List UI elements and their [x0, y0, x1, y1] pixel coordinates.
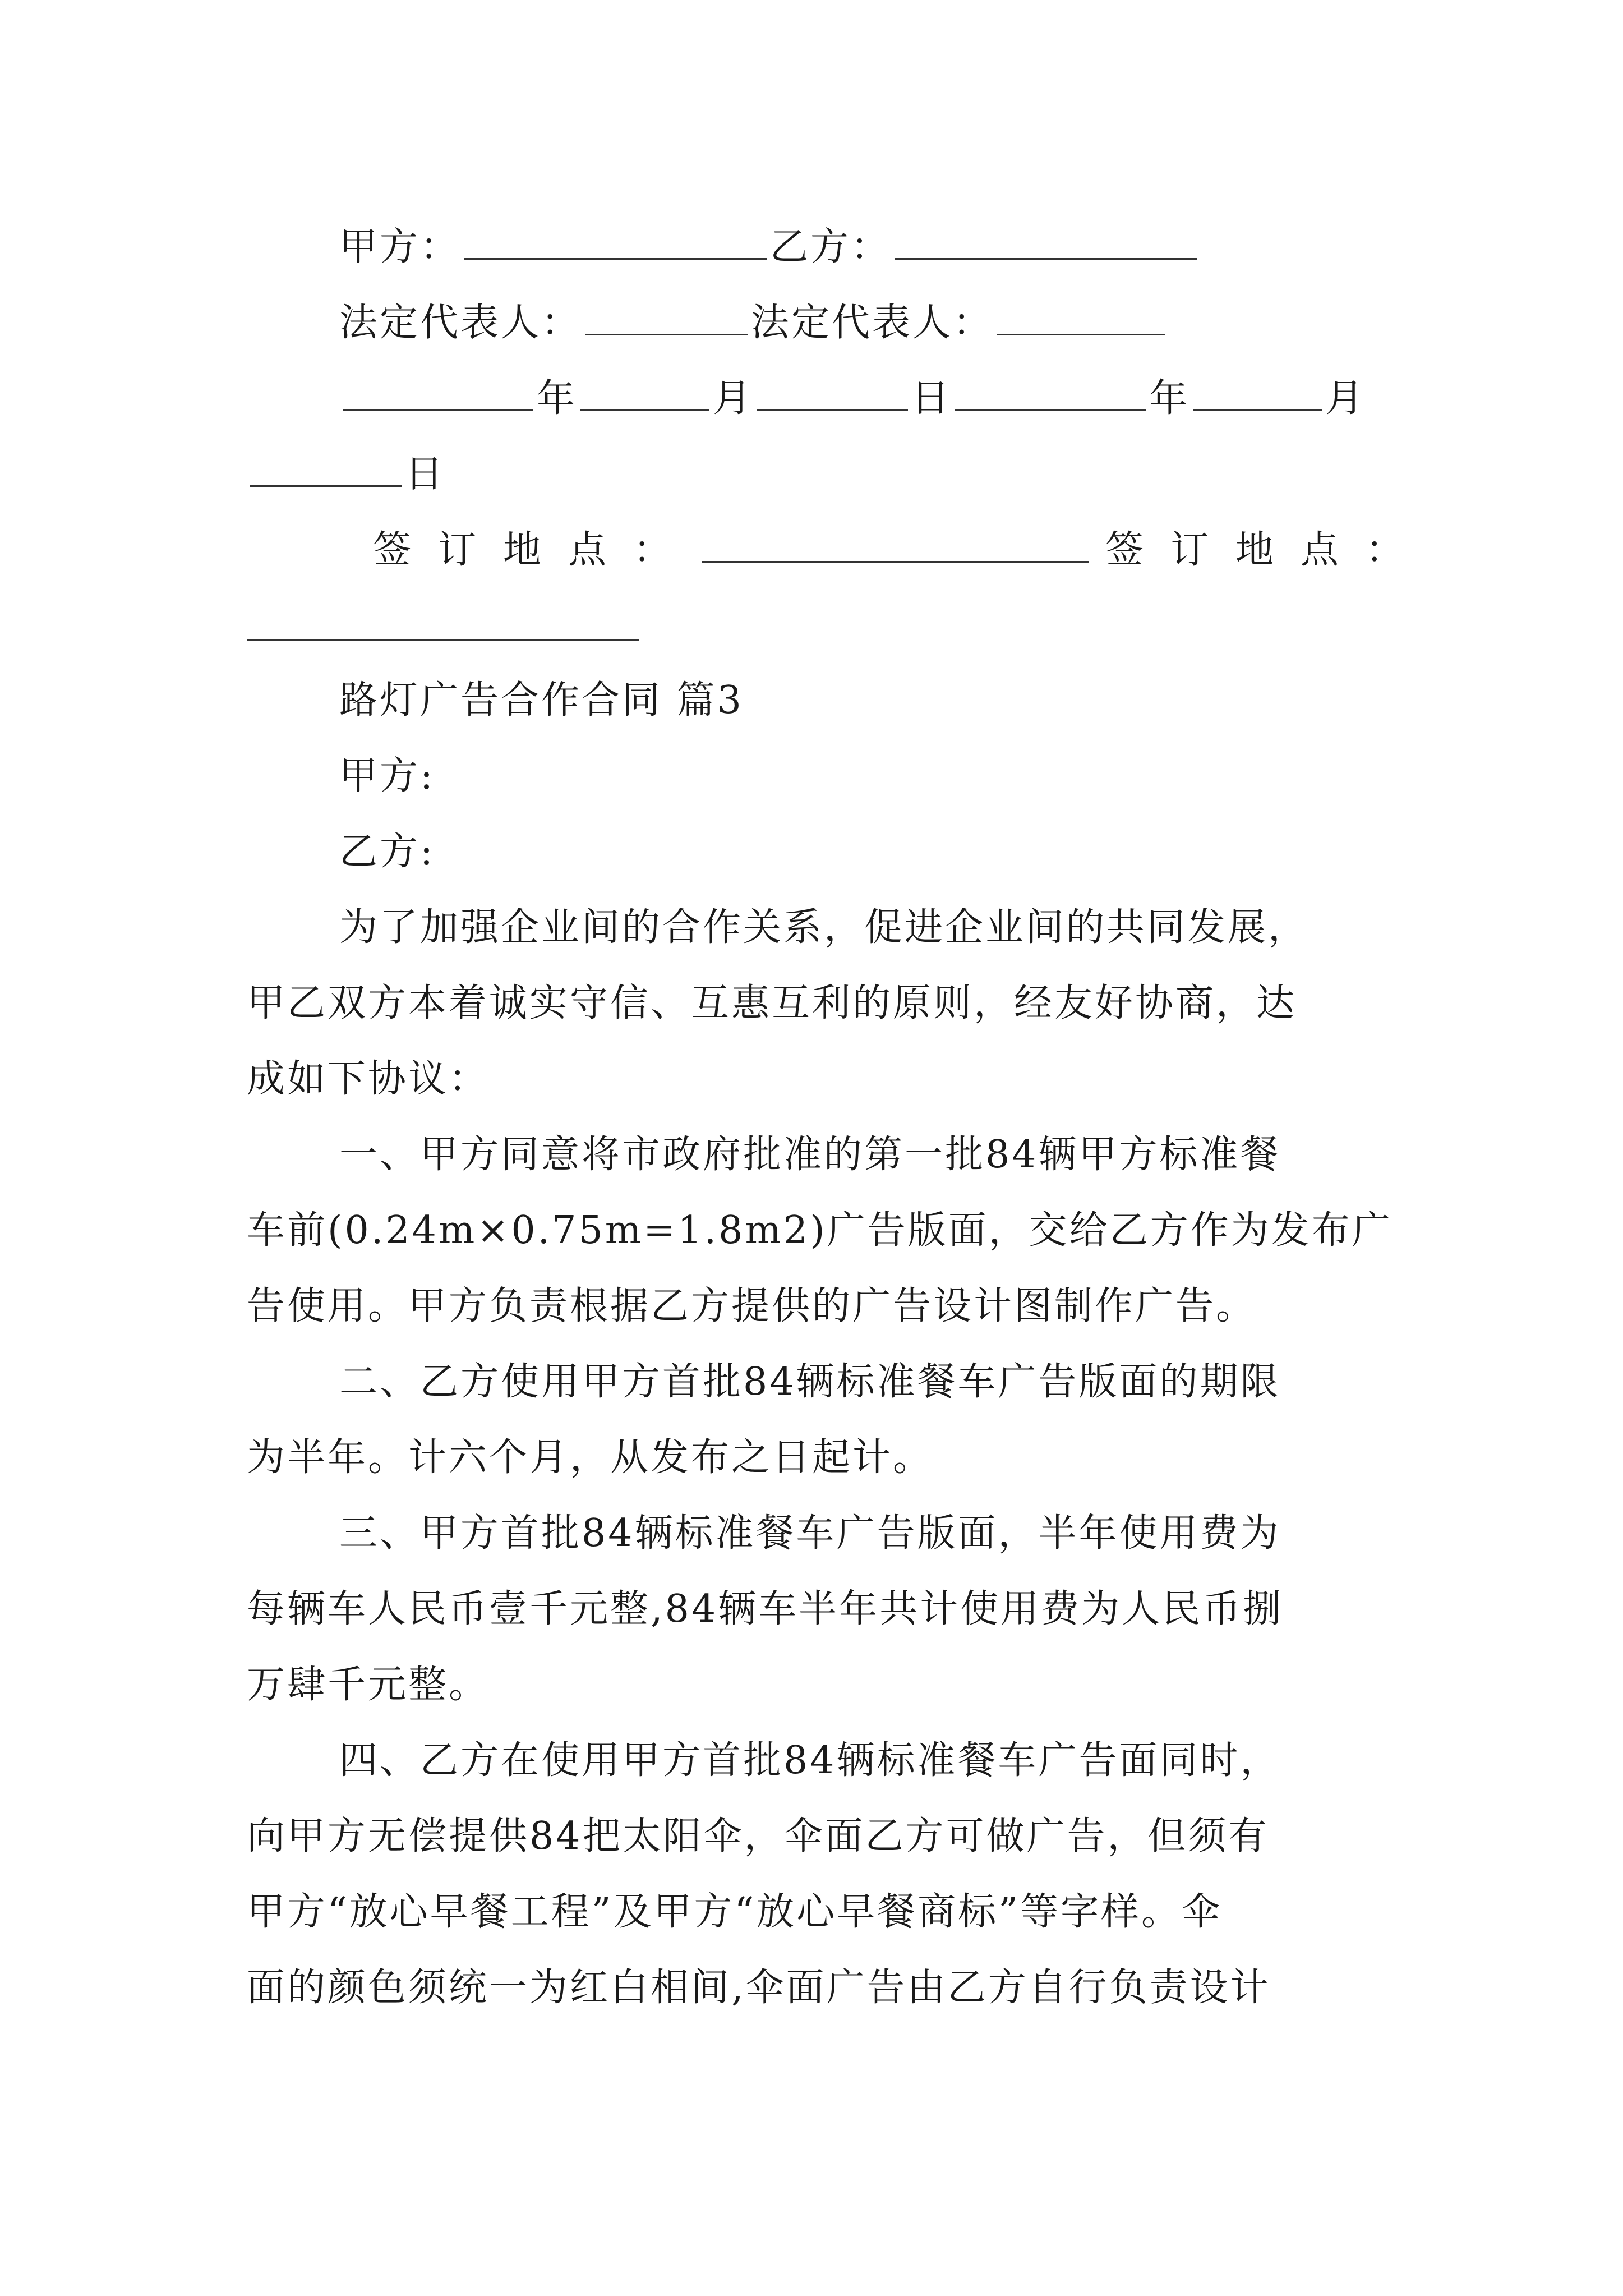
clause-1-line-1: 一、甲方同意将市政府批准的第一批84辆甲方标准餐 [339, 1133, 1281, 1177]
party-a-blank[interactable] [464, 224, 767, 260]
legal-rep-b-label: 法定代表人： [751, 301, 994, 345]
party-a-label: 甲方： [339, 225, 461, 269]
contract-title: 路灯广告合作合同 篇3 [339, 678, 744, 723]
month-b-blank[interactable] [1193, 376, 1322, 411]
year-a-label: 年 [537, 376, 578, 421]
month-a-label: 月 [713, 376, 754, 421]
legal-rep-a-blank[interactable] [585, 300, 748, 335]
year-b-label: 年 [1149, 376, 1190, 421]
month-a-blank[interactable] [580, 376, 709, 411]
sign-place-line [373, 527, 1431, 572]
clause-3-line-1: 三、甲方首批84辆标准餐车广告版面，半年使用费为 [339, 1511, 1281, 1556]
sign-place-b-blank[interactable] [247, 606, 639, 641]
clause-4-line-1: 四、乙方在使用甲方首批84辆标准餐车广告面同时， [339, 1738, 1281, 1783]
sign-place-line-continued [247, 606, 639, 648]
party-b-label: 乙方： [770, 225, 892, 269]
sign-place-b-label: 签订地点： [1105, 528, 1431, 572]
legal-rep-line [339, 300, 1168, 345]
legal-rep-a-label: 法定代表人： [339, 301, 582, 345]
clause-4-line-2: 向甲方无偿提供84把太阳伞，伞面乙方可做广告，但须有 [247, 1814, 1269, 1858]
clause-3-line-2: 每辆车人民币壹千元整,84辆车半年共计使用费为人民币捌 [247, 1587, 1284, 1631]
clause-1-line-3: 告使用。甲方负责根据乙方提供的广告设计图制作广告。 [247, 1284, 1257, 1328]
party-b-blank[interactable] [895, 224, 1197, 260]
month-b-label: 月 [1325, 376, 1366, 421]
intro-line-1: 为了加强企业间的合作关系，促进企业间的共同发展， [339, 905, 1309, 950]
legal-rep-b-blank[interactable] [997, 300, 1165, 335]
year-b-blank[interactable] [955, 376, 1146, 411]
day-b-blank[interactable] [250, 452, 402, 487]
party-b-heading: 乙方: [339, 830, 435, 874]
date-line-continued [247, 452, 445, 494]
day-b-label: 日 [405, 452, 446, 496]
party-a-heading: 甲方: [339, 754, 435, 798]
day-a-blank[interactable] [757, 376, 908, 411]
clause-3-line-3: 万肆千元整。 [247, 1663, 490, 1707]
intro-line-2: 甲乙双方本着诚实守信、互惠互利的原则，经友好协商，达 [247, 981, 1297, 1025]
clause-2-line-1: 二、乙方使用甲方首批84辆标准餐车广告版面的期限 [339, 1360, 1281, 1404]
date-line [339, 376, 1366, 421]
day-a-label: 日 [911, 376, 952, 421]
sign-place-a-blank[interactable] [702, 527, 1089, 563]
intro-line-3: 成如下协议： [247, 1057, 490, 1101]
clause-2-line-2: 为半年。计六个月，从发布之日起计。 [247, 1435, 934, 1480]
clause-1-line-2: 车前(0.24m×0.75m=1.8m2)广告版面，交给乙方作为发布广 [247, 1208, 1393, 1253]
clause-4-line-3: 甲方“放心早餐工程”及甲方“放心早餐商标”等字样。伞 [247, 1890, 1223, 1934]
sign-place-a-label: 签订地点： [373, 528, 699, 572]
party-signature-line [339, 224, 1201, 269]
clause-4-line-4: 面的颜色须统一为红白相间,伞面广告由乙方自行负责设计 [247, 1966, 1271, 2010]
year-a-blank[interactable] [343, 376, 533, 411]
